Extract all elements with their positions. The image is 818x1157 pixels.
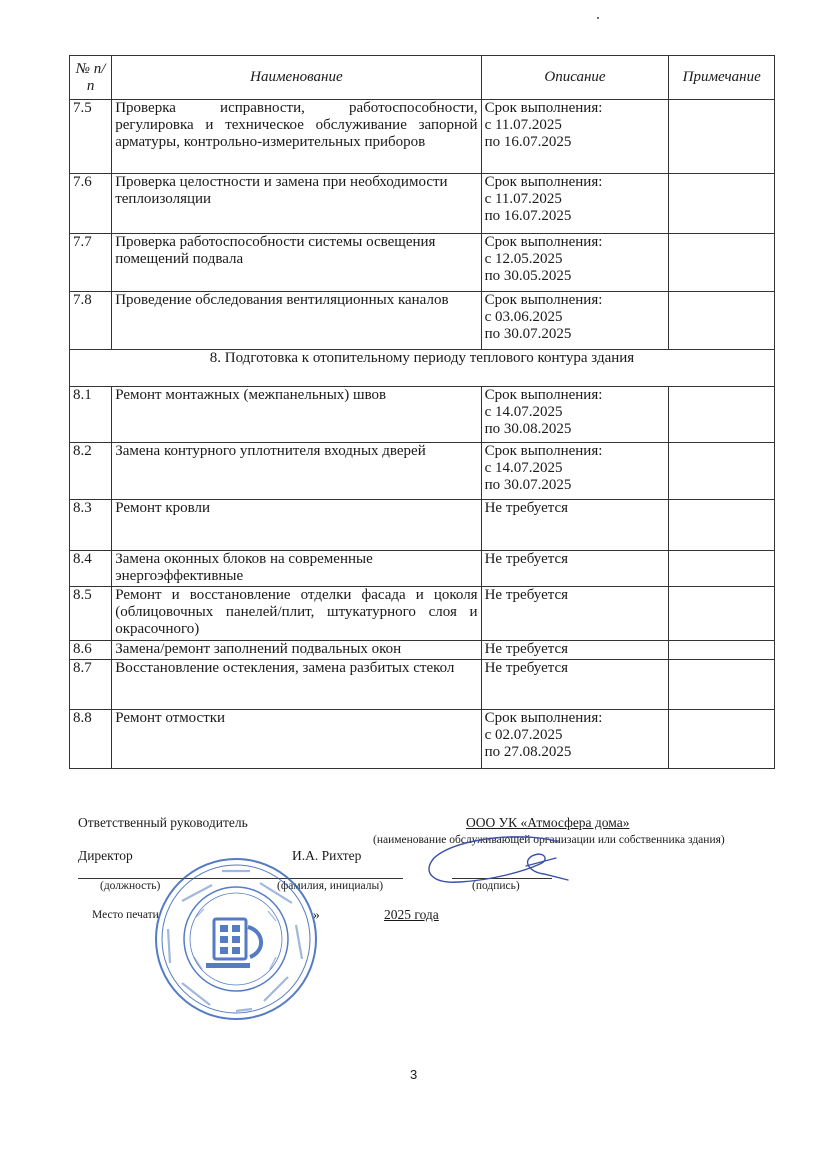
section-8-row <box>70 350 775 387</box>
organization-stamp <box>152 855 320 1023</box>
row-description <box>481 443 669 500</box>
description-line: Срок выполнения: <box>484 710 603 726</box>
row-number: 7.5 <box>70 100 112 174</box>
row-note <box>669 660 775 710</box>
description-line: с 03.06.2025 <box>484 309 563 325</box>
row-description <box>481 292 669 350</box>
row-number: 7.8 <box>70 292 112 350</box>
row-number: 8.1 <box>70 387 112 443</box>
row-name: Ремонт кровли <box>112 500 481 551</box>
row-description <box>481 587 669 641</box>
row-note <box>669 500 775 551</box>
table-row <box>70 100 775 174</box>
description-line: по 30.07.2025 <box>484 477 572 493</box>
row-description <box>481 234 669 292</box>
person-name: И.А. Рихтер <box>292 848 362 863</box>
description-line: Не требуется <box>484 551 569 567</box>
section-8-title: 8. Подготовка к отопительному периоду теплового контура здания <box>70 350 775 387</box>
row-name: Ремонт монтажных (межпанельных) швов <box>112 387 481 443</box>
row-name: Замена контурного уплотнителя входных дверей <box>112 443 481 500</box>
row-note <box>669 641 775 660</box>
row-number: 8.5 <box>70 587 112 641</box>
description-line: по 16.07.2025 <box>484 208 572 224</box>
scan-speck <box>597 17 599 19</box>
position-caption: (должность) <box>100 880 161 892</box>
row-note <box>669 234 775 292</box>
description-line: по 30.05.2025 <box>484 268 572 284</box>
row-name: Замена/ремонт заполнений подвальных окон <box>112 641 481 660</box>
description-line: Не требуется <box>484 660 569 676</box>
description-line: Срок выполнения: <box>484 292 603 308</box>
row-number: 8.8 <box>70 710 112 769</box>
table-row <box>70 551 775 587</box>
row-number: 7.6 <box>70 174 112 234</box>
table-row <box>70 660 775 710</box>
responsible-label: Ответственный руководитель <box>78 815 248 830</box>
description-line: с 14.07.2025 <box>484 404 563 420</box>
person-caption: (фамилия, инициалы) <box>277 880 384 892</box>
table-header-row <box>70 56 775 100</box>
description-line: с 11.07.2025 <box>484 117 562 133</box>
description-line: Не требуется <box>484 500 569 516</box>
row-description <box>481 174 669 234</box>
row-number: 8.3 <box>70 500 112 551</box>
row-description <box>481 100 669 174</box>
row-name: Проверка исправности, работоспособности, регулировка и техническое обслуживание запорной арматуры, контрольно-измерительных приборов <box>112 100 481 174</box>
director-signature <box>418 828 578 890</box>
row-note <box>669 551 775 587</box>
table-row <box>70 174 775 234</box>
description-line: Срок выполнения: <box>484 387 603 403</box>
description-line: Срок выполнения: <box>484 234 603 250</box>
row-number: 7.7 <box>70 234 112 292</box>
row-description <box>481 641 669 660</box>
table-row <box>70 387 775 443</box>
description-line: Не требуется <box>484 641 569 657</box>
row-note <box>669 443 775 500</box>
description-line: Срок выполнения: <box>484 443 603 459</box>
description-line: по 30.07.2025 <box>484 326 572 342</box>
row-name: Восстановление остекления, замена разбитых стекол <box>112 660 481 710</box>
row-name: Проверка целостности и замена при необходимости теплоизоляции <box>112 174 481 234</box>
organization-name: ООО УК «Атмосфера дома» <box>466 815 630 830</box>
row-description <box>481 500 669 551</box>
row-number: 8.6 <box>70 641 112 660</box>
row-name: Замена оконных блоков на современные энергоэффективные <box>112 551 481 587</box>
row-name: Проведение обследования вентиляционных каналов <box>112 292 481 350</box>
row-description <box>481 660 669 710</box>
date-year: 2025 года <box>384 907 439 922</box>
table-row <box>70 587 775 641</box>
row-description <box>481 551 669 587</box>
table-row <box>70 641 775 660</box>
row-note <box>669 587 775 641</box>
page-number: 3 <box>410 1067 418 1082</box>
signature-caption: (подпись) <box>472 880 520 892</box>
stamp-place-label: Место печати <box>92 909 159 921</box>
description-line: по 30.08.2025 <box>484 421 572 437</box>
header-name: Наименование <box>112 56 481 100</box>
header-desc: Описание <box>481 56 669 100</box>
description-line: с 12.05.2025 <box>484 251 563 267</box>
row-note <box>669 387 775 443</box>
date-quote: » <box>313 907 320 922</box>
row-note <box>669 292 775 350</box>
description-line: Срок выполнения: <box>484 174 603 190</box>
description-line: по 27.08.2025 <box>484 744 572 760</box>
table-row <box>70 292 775 350</box>
position-value: Директор <box>78 848 133 863</box>
row-number: 8.7 <box>70 660 112 710</box>
row-note <box>669 100 775 174</box>
description-line: с 11.07.2025 <box>484 191 562 207</box>
row-number: 8.2 <box>70 443 112 500</box>
table-row <box>70 234 775 292</box>
row-name: Ремонт отмостки <box>112 710 481 769</box>
description-line: по 16.07.2025 <box>484 134 572 150</box>
row-description <box>481 710 669 769</box>
description-line: с 02.07.2025 <box>484 727 563 743</box>
table-row <box>70 443 775 500</box>
header-num: № п/п <box>70 56 112 100</box>
organization-caption: (наименование обслуживающей организации или собственника здания) <box>373 834 725 846</box>
table-row <box>70 710 775 769</box>
row-note <box>669 174 775 234</box>
row-note <box>669 710 775 769</box>
header-note: Примечание <box>669 56 775 100</box>
description-line: с 14.07.2025 <box>484 460 563 476</box>
row-name: Проверка работоспособности системы освещения помещений подвала <box>112 234 481 292</box>
description-line: Не требуется <box>484 587 569 603</box>
work-plan-table <box>69 55 775 769</box>
table-row <box>70 500 775 551</box>
description-line: Срок выполнения: <box>484 100 603 116</box>
row-description <box>481 387 669 443</box>
row-name: Ремонт и восстановление отделки фасада и цоколя (облицовочных панелей/плит, штукатурного слоя и окрасочного) <box>112 587 481 641</box>
row-number: 8.4 <box>70 551 112 587</box>
